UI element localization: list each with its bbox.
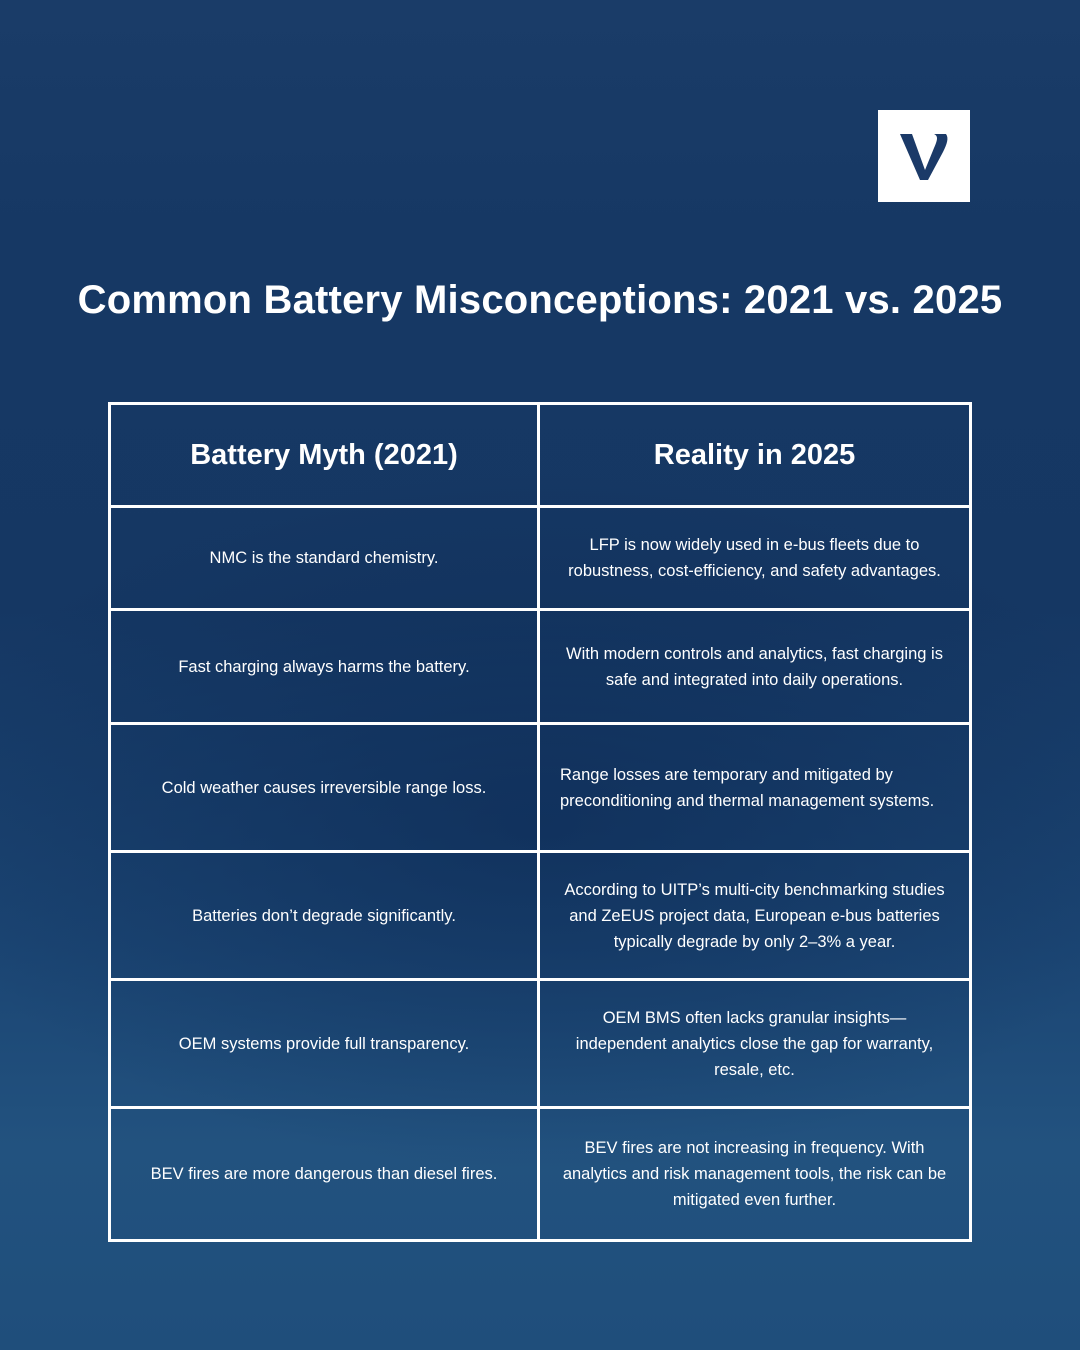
header-reality: Reality in 2025 <box>540 405 969 508</box>
myths-table <box>108 402 972 1242</box>
reality-cell: OEM BMS often lacks granular insights—independent analytics close the gap for warranty, resale, etc. <box>540 981 969 1109</box>
myth-cell: Cold weather causes irreversible range loss. <box>111 725 540 853</box>
reality-cell: With modern controls and analytics, fast charging is safe and integrated into daily operations. <box>540 611 969 725</box>
reality-cell: Range losses are temporary and mitigated by preconditioning and thermal management systems. <box>540 725 969 853</box>
header-myth: Battery Myth (2021) <box>111 405 540 508</box>
nu-letter-logo-icon <box>894 126 954 186</box>
myth-cell: Batteries don’t degrade significantly. <box>111 853 540 981</box>
reality-cell: BEV fires are not increasing in frequency. With analytics and risk management tools, the risk can be mitigated even further. <box>562 1139 947 1209</box>
myth-cell: Fast charging always harms the battery. <box>111 611 540 725</box>
reality-cell: LFP is now widely used in e-bus fleets due to robustness, cost-efficiency, and safety advantages. <box>540 508 969 611</box>
reality-cell: According to UITP’s multi-city benchmarking studies and ZeEUS project data, European e-bus batteries typically degrade by only 2–3% a year. <box>540 853 969 981</box>
myth-cell: OEM systems provide full transparency. <box>111 981 540 1109</box>
myth-cell: BEV fires are more dangerous than diesel fires. <box>111 1109 540 1239</box>
myth-cell: NMC is the standard chemistry. <box>111 508 540 611</box>
brand-logo <box>878 110 970 202</box>
page-title: Common Battery Misconceptions: 2021 vs. 2025 <box>77 278 1003 322</box>
